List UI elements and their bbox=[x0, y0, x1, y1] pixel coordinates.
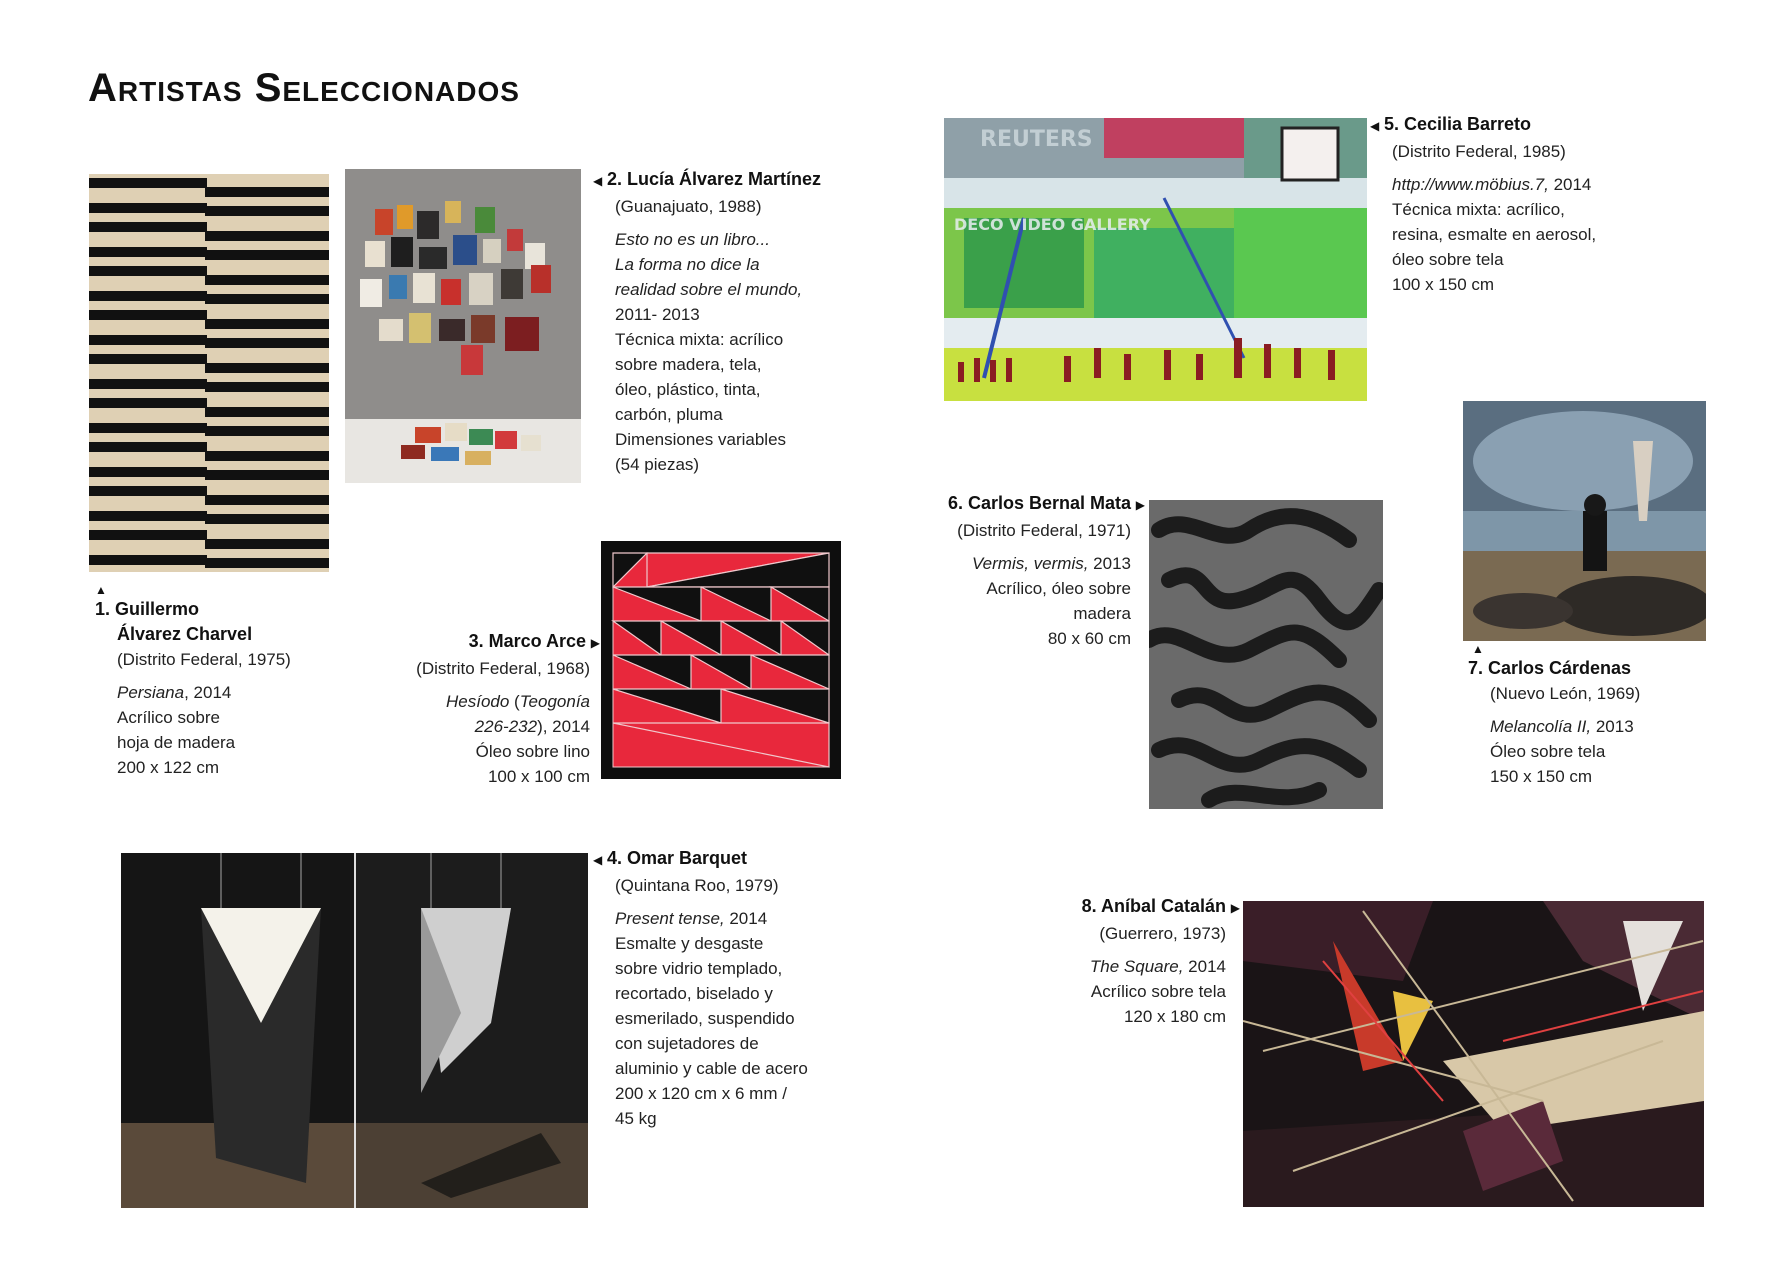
artist-3-work-title-paren: ( bbox=[509, 692, 520, 711]
artist-1-work-year: , 2014 bbox=[184, 683, 232, 702]
artist-8-detail: Acrílico sobre tela bbox=[1090, 982, 1226, 1001]
caption-artist-5 bbox=[1370, 112, 1640, 297]
artist-8-work-title: The Square, bbox=[1089, 957, 1184, 976]
artist-7-work-title: Melancolía II, bbox=[1490, 717, 1592, 736]
triangle-right-icon: ▶ bbox=[590, 636, 600, 650]
artist-2-detail: carbón, pluma bbox=[615, 405, 723, 424]
artist-5-detail: resina, esmalte en aerosol, bbox=[1392, 225, 1597, 244]
artist-6-origin: (Distrito Federal, 1971) bbox=[957, 521, 1131, 540]
artist-2-origin: (Guanajuato, 1988) bbox=[615, 197, 762, 216]
artist-4-work-title: Present tense, bbox=[615, 909, 725, 928]
triangle-up-icon: ▲ bbox=[95, 583, 107, 597]
artist-2-detail: Dimensiones variables bbox=[615, 430, 787, 449]
artist-5-work-title: http://www.möbius.7, bbox=[1392, 175, 1549, 194]
caption-artist-8 bbox=[1000, 894, 1240, 1029]
artist-1-detail: 200 x 122 cm bbox=[117, 758, 220, 777]
artist-7-detail: 150 x 150 cm bbox=[1490, 767, 1593, 786]
artist-7-origin: (Nuevo León, 1969) bbox=[1490, 684, 1641, 703]
artist-7-name: 7. Carlos Cárdenas bbox=[1468, 658, 1632, 678]
triangle-right-icon: ▶ bbox=[1135, 498, 1145, 512]
artist-2-work-year: 2011- 2013 bbox=[615, 305, 700, 324]
caption-artist-3 bbox=[360, 629, 600, 789]
artist-3-work-title-b: Teogonía bbox=[519, 692, 590, 711]
artist-4-origin: (Quintana Roo, 1979) bbox=[615, 876, 779, 895]
caption-artist-6 bbox=[900, 491, 1145, 651]
artist-7-detail: Óleo sobre tela bbox=[1490, 742, 1606, 761]
triangle-left-icon: ◀ bbox=[593, 853, 603, 867]
artist-1-detail: Acrílico sobre bbox=[117, 708, 220, 727]
artist-7-work-year: 2013 bbox=[1591, 717, 1634, 736]
painting5-word2: DECO VIDEO GALLERY bbox=[954, 215, 1151, 234]
artwork-1-persiana-image bbox=[89, 174, 329, 572]
painting5-word1: REUTERS bbox=[980, 127, 1093, 152]
artwork-5-mobius-image bbox=[944, 118, 1367, 401]
artist-1-name-line1: 1. Guillermo bbox=[95, 599, 200, 619]
artist-3-name: 3. Marco Arce bbox=[468, 631, 587, 651]
artist-8-name: 8. Aníbal Catalán bbox=[1081, 896, 1227, 916]
artist-2-name: 2. Lucía Álvarez Martínez bbox=[606, 169, 822, 189]
artist-6-detail: Acrílico, óleo sobre bbox=[986, 579, 1131, 598]
artist-4-detail: sobre vidrio templado, bbox=[615, 959, 783, 978]
artwork-4-present-tense-image bbox=[121, 853, 588, 1208]
artwork-7-melancolia-image bbox=[1463, 401, 1706, 641]
artwork-2-books-image bbox=[345, 169, 581, 483]
artist-4-detail: aluminio y cable de acero bbox=[615, 1059, 808, 1078]
artist-3-work-title-a: Hesíodo bbox=[446, 692, 510, 711]
artist-6-detail: 80 x 60 cm bbox=[1047, 629, 1131, 648]
artist-3-detail: Óleo sobre lino bbox=[475, 742, 590, 761]
artist-5-origin: (Distrito Federal, 1985) bbox=[1392, 142, 1566, 161]
artist-1-name-line2: Álvarez Charvel bbox=[117, 624, 253, 644]
artist-3-detail: 100 x 100 cm bbox=[487, 767, 590, 786]
caption-artist-2 bbox=[593, 167, 853, 477]
triangle-left-icon: ◀ bbox=[1370, 119, 1380, 133]
artist-8-work-year: 2014 bbox=[1183, 957, 1226, 976]
artist-4-detail: con sujetadores de bbox=[615, 1034, 759, 1053]
artist-8-detail: 120 x 180 cm bbox=[1123, 1007, 1226, 1026]
artist-5-work-year: 2014 bbox=[1548, 175, 1592, 194]
artist-3-work-title-c: 226-232 bbox=[474, 717, 538, 736]
triangle-up-icon: ▲ bbox=[1472, 642, 1484, 656]
artist-3-origin: (Distrito Federal, 1968) bbox=[416, 659, 590, 678]
artist-4-name: 4. Omar Barquet bbox=[606, 848, 748, 868]
artist-3-work-year: ), 2014 bbox=[537, 717, 590, 736]
artist-2-work-title: realidad sobre el mundo, bbox=[615, 280, 803, 299]
artist-2-detail: (54 piezas) bbox=[615, 455, 700, 474]
triangle-right-icon: ▶ bbox=[1230, 901, 1240, 915]
artist-4-work-year: 2014 bbox=[724, 909, 768, 928]
artist-5-detail: 100 x 150 cm bbox=[1392, 275, 1495, 294]
caption-artist-7 bbox=[1468, 642, 1728, 789]
caption-artist-1 bbox=[95, 583, 335, 780]
triangle-left-icon: ◀ bbox=[593, 174, 603, 188]
artist-1-detail: hoja de madera bbox=[117, 733, 236, 752]
artist-4-detail: 45 kg bbox=[615, 1109, 657, 1128]
artist-4-detail: 200 x 120 cm x 6 mm / bbox=[615, 1084, 787, 1103]
artwork-6-vermis-image bbox=[1149, 500, 1383, 809]
artist-5-name: 5. Cecilia Barreto bbox=[1383, 114, 1532, 134]
artist-6-detail: madera bbox=[1073, 604, 1131, 623]
artist-6-work-title: Vermis, vermis, bbox=[971, 554, 1089, 573]
caption-artist-4 bbox=[593, 846, 863, 1131]
artist-6-work-year: 2013 bbox=[1088, 554, 1131, 573]
artist-1-work-title: Persiana bbox=[117, 683, 185, 702]
artist-2-detail: Técnica mixta: acrílico bbox=[615, 330, 784, 349]
artwork-3-hesiodo-image bbox=[601, 541, 841, 779]
artist-2-work-title: Esto no es un libro... bbox=[615, 230, 770, 249]
artist-2-detail: óleo, plástico, tinta, bbox=[615, 380, 761, 399]
artist-1-origin: (Distrito Federal, 1975) bbox=[117, 650, 291, 669]
page-title: Artistas Seleccionados bbox=[88, 66, 520, 110]
artist-4-detail: esmerilado, suspendido bbox=[615, 1009, 795, 1028]
artist-5-detail: Técnica mixta: acrílico, bbox=[1392, 200, 1565, 219]
artist-4-detail: Esmalte y desgaste bbox=[615, 934, 764, 953]
artist-5-detail: óleo sobre tela bbox=[1392, 250, 1504, 269]
artist-2-detail: sobre madera, tela, bbox=[615, 355, 762, 374]
artist-2-work-title: La forma no dice la bbox=[615, 255, 760, 274]
artwork-8-the-square-image bbox=[1243, 901, 1704, 1207]
artist-8-origin: (Guerrero, 1973) bbox=[1099, 924, 1226, 943]
artist-4-detail: recortado, biselado y bbox=[615, 984, 773, 1003]
artist-6-name: 6. Carlos Bernal Mata bbox=[947, 493, 1132, 513]
